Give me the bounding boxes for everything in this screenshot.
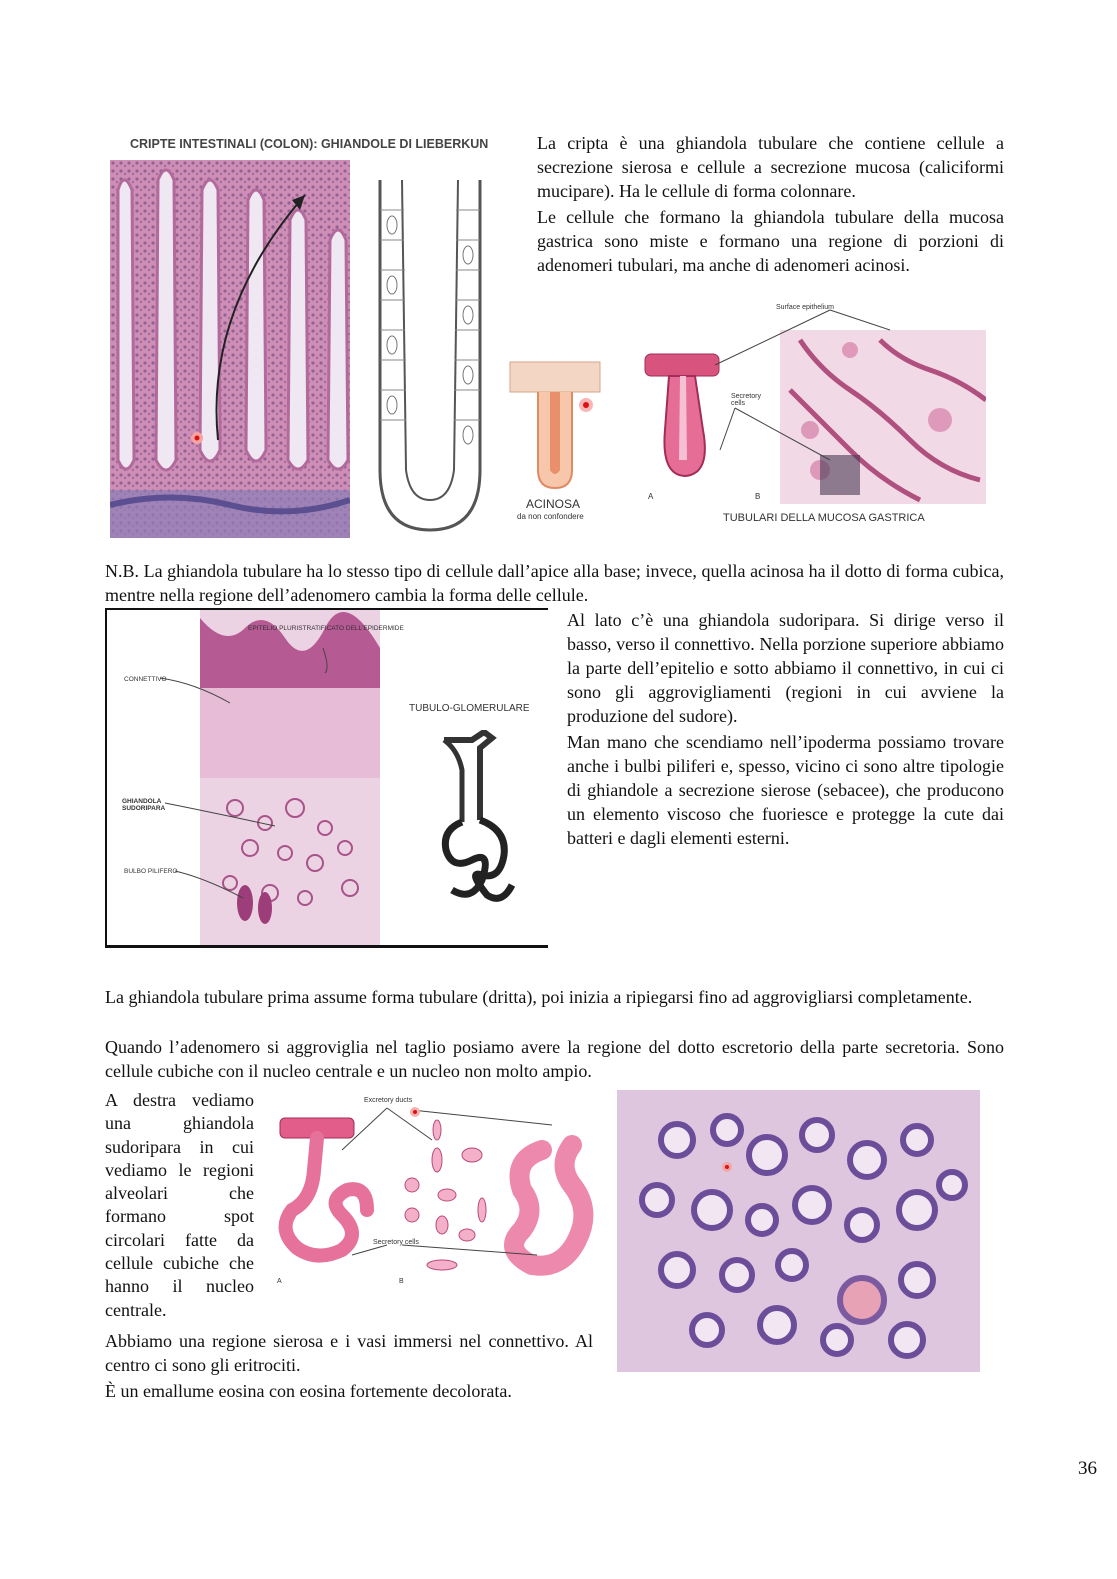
sweat-label-a: A bbox=[277, 1278, 282, 1285]
paragraph-adenomere: Quando l’adenomero si aggroviglia nel taglio posiamo avere la regione del dotto escretorio della parte secretoria. Sono cellule cubiche con il nucleo centrale e un nucleo non molto ampio. bbox=[105, 1037, 1004, 1081]
paragraph-nb: N.B. La ghiandola tubulare ha lo stesso tipo di cellule dall’apice alla base; invece, quella acinosa ha il dotto di forma cubica, mentre nella regione dell’adenomero cambia la forma delle cellule. bbox=[105, 561, 1004, 605]
acinosa-drawing-image bbox=[508, 360, 602, 490]
sweat-label-b: B bbox=[399, 1278, 404, 1285]
acinosa-label: ACINOSA bbox=[526, 497, 581, 511]
skin-label-ghiandola: GHIANDOLA SUDORIPARA bbox=[122, 798, 166, 812]
skin-label-connettivo: CONNETTIVO bbox=[124, 676, 167, 683]
sweat-label-cells: Secretory cells bbox=[373, 1239, 419, 1246]
skin-label-bulbo: BULBO PILIFERO bbox=[124, 868, 178, 875]
acinosa-sublabel: da non confondere bbox=[517, 512, 584, 521]
paragraph-right-gland: A destra vediamo una ghiandola sudoripara in cui vediamo le regioni alveolari che formano spot circolari fatte da cellule cubiche che hanno il nucleo centrale. bbox=[105, 1090, 254, 1320]
gastric-label-surface: Surface epithelium bbox=[776, 304, 834, 311]
gastric-label-secretory: Secretory cells bbox=[731, 393, 761, 407]
page-number: 36 bbox=[1078, 1458, 1097, 1479]
paragraph-sweat-gland: Al lato c’è una ghiandola sudoripara. Si dirige verso il basso, verso il connettivo. Nella porzione superiore abbiamo la parte dell’epitelio e sotto abbiamo il connettivo, in cui ci sono gli aggrovigliamenti (regioni in cui avviene la produzione del sudore). bbox=[567, 610, 1004, 726]
sweat-gland-drawing-image bbox=[272, 1090, 610, 1290]
paragraph-stain: È un emallume eosina con eosina fortemente decolorata. bbox=[105, 1381, 512, 1401]
paragraph-serous-region: Abbiamo una regione sierosa e i vasi immersi nel connettivo. Al centro ci sono gli eritrociti. bbox=[105, 1331, 593, 1375]
crypts-title: CRIPTE INTESTINALI (COLON): GHIANDOLE DI LIEBERKUN bbox=[130, 137, 489, 151]
skin-label-epitelio: EPITELIO PLURISTRATIFICATO DELL'EPIDERMIDE bbox=[248, 625, 404, 632]
gastric-label-b: B bbox=[755, 492, 761, 501]
skin-label-tubulo: TUBULO-GLOMERULARE bbox=[409, 703, 530, 714]
paragraph-hypodermis: Man mano che scendiamo nell’ipoderma possiamo trovare anche i bulbi piliferi e, spesso, vicino ci sono altre tipologie di ghiandole a secrezione sierose (sebacee), che producono un elemento viscoso che fuoriesce e protegge la cute dai batteri e dagli elementi esterni. bbox=[567, 732, 1004, 848]
tubulo-glomerular-drawing-image bbox=[432, 730, 522, 905]
gastric-label-a: A bbox=[648, 492, 654, 501]
sweat-label-ducts: Excretory ducts bbox=[364, 1097, 413, 1104]
paragraph-gastric-cells: Le cellule che formano la ghiandola tubulare della mucosa gastrica sono miste e formano una regione di porzioni di adenomeri tubulari, ma anche di adenomeri acinosi. bbox=[537, 207, 1004, 275]
gastric-leader-lines bbox=[640, 300, 940, 500]
crypt-drawing-image bbox=[372, 170, 488, 540]
crypts-histology-image bbox=[110, 160, 350, 538]
paragraph-tubular-form: La ghiandola tubulare prima assume forma tubulare (dritta), poi inizia a ripiegarsi fino ad aggrovigliarsi completamente. bbox=[105, 987, 973, 1007]
sweat-gland-histology-image bbox=[617, 1090, 980, 1372]
gastric-caption: TUBULARI DELLA MUCOSA GASTRICA bbox=[723, 512, 925, 524]
paragraph-crypt: La cripta è una ghiandola tubulare che contiene cellule a secrezione sierosa e cellule a secrezione mucosa (caliciformi mucipare). Ha le cellule di forma colonnare. bbox=[537, 133, 1004, 201]
